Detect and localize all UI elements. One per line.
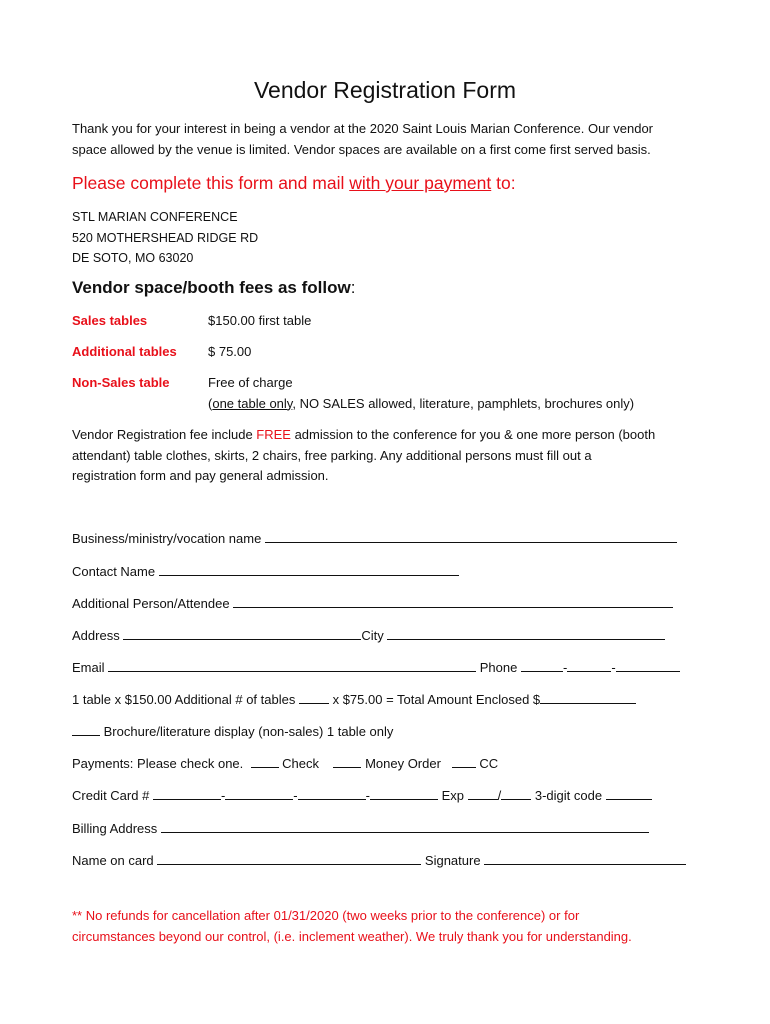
- phone-prefix-field[interactable]: [567, 657, 611, 672]
- payments-row: [72, 753, 498, 773]
- registration-note-line-3: registration form and pay general admission.: [72, 468, 329, 483]
- email-field[interactable]: [108, 657, 476, 672]
- money-order-label: Money Order: [365, 756, 441, 771]
- contact-label: Contact Name: [72, 564, 156, 579]
- table-line-a: 1 table x $150.00 Additional # of tables: [72, 692, 296, 707]
- mail-instructions-heading: [72, 173, 516, 194]
- reg-note-free: FREE: [256, 427, 291, 442]
- code-field[interactable]: [606, 785, 652, 800]
- cc-option-line[interactable]: [452, 753, 476, 768]
- mail-heading-underlined: with your payment: [349, 173, 492, 193]
- additional-tables-field[interactable]: [299, 689, 329, 704]
- registration-note: [72, 425, 655, 487]
- note-open-paren: (: [208, 395, 213, 411]
- fee-value-nonsales: [208, 373, 634, 414]
- registration-note-line-2: attendant) table clothes, skirts, 2 chairs, free parking. Any additional persons must fill out a: [72, 447, 592, 463]
- name-on-card-label: Name on card: [72, 853, 154, 868]
- note-rest: , NO SALES allowed, literature, pamphlets, brochures only): [292, 395, 635, 411]
- additional-person-label: Additional Person/Attendee: [72, 596, 230, 611]
- phone-line-field[interactable]: [616, 657, 680, 672]
- card-group-2-field[interactable]: [225, 785, 293, 800]
- additional-person-row: [72, 593, 673, 613]
- address-line-1: STL MARIAN CONFERENCE: [72, 210, 238, 224]
- fee-label-sales: Sales tables: [72, 313, 148, 328]
- card-name-row: [72, 850, 686, 870]
- form-title: Vendor Registration Form: [253, 77, 517, 103]
- exp-label: Exp: [441, 788, 464, 803]
- phone-label: Phone: [479, 660, 518, 675]
- money-order-option-line[interactable]: [333, 753, 361, 768]
- intro-line-1: Thank you for your interest in being a vendor at the 2020 Saint Louis Marian Conference. Our vendor: [72, 121, 654, 136]
- email-phone-row: Email Phone - -: [72, 657, 680, 677]
- reg-note-pre: Vendor Registration fee include: [72, 427, 257, 442]
- cc-label: CC: [479, 756, 499, 771]
- contact-row: [72, 561, 459, 581]
- code-label: 3-digit code: [534, 788, 603, 803]
- address-line-2: 520 MOTHERSHEAD RIDGE RD: [72, 230, 259, 245]
- total-amount-field[interactable]: [540, 689, 636, 704]
- reg-note-post: admission to the conference for you & one more person (booth: [290, 427, 656, 442]
- fees-heading-text: Vendor space/booth fees as follow: [72, 278, 351, 297]
- contact-name-field[interactable]: [159, 561, 459, 576]
- table-count-row: [72, 689, 636, 709]
- brochure-checkbox-line[interactable]: [72, 721, 100, 736]
- email-label: Email: [72, 660, 105, 675]
- signature-field[interactable]: [484, 850, 686, 865]
- registration-note-line-1: [72, 425, 655, 446]
- fee-nonsales-note: [208, 394, 634, 415]
- refund-notice: [72, 905, 632, 947]
- business-field[interactable]: [265, 528, 677, 543]
- city-label: City: [361, 628, 384, 643]
- exp-month-field[interactable]: [468, 785, 498, 800]
- address-row: [72, 625, 665, 645]
- phone-area-field[interactable]: [521, 657, 563, 672]
- fee-label-additional: Additional tables: [72, 344, 177, 359]
- mail-heading-post: to:: [491, 173, 516, 193]
- billing-row: [72, 818, 649, 838]
- card-group-3-field[interactable]: [298, 785, 366, 800]
- fees-heading: [72, 278, 355, 298]
- credit-card-label: Credit Card #: [72, 788, 150, 803]
- refund-notice-line-2: circumstances beyond our control, (i.e. inclement weather). We truly thank you for understanding.: [72, 929, 632, 944]
- mail-heading-pre: Please complete this form and mail: [72, 173, 350, 193]
- additional-person-field[interactable]: [233, 593, 673, 608]
- city-field[interactable]: [387, 625, 665, 640]
- fee-value-sales: $150.00 first table: [208, 313, 312, 328]
- check-option-line[interactable]: [251, 753, 279, 768]
- refund-notice-line-1: ** No refunds for cancellation after 01/31/2020 (two weeks prior to the conference) or for: [72, 908, 580, 923]
- name-on-card-field[interactable]: [157, 850, 421, 865]
- exp-year-field[interactable]: [501, 785, 531, 800]
- fee-nonsales-value: Free of charge: [208, 375, 293, 390]
- signature-label: Signature: [424, 853, 481, 868]
- intro-paragraph: [72, 119, 653, 160]
- mailing-address: [72, 207, 258, 269]
- note-underlined: one table only: [212, 395, 293, 411]
- fee-label-nonsales: Non-Sales table: [72, 375, 170, 390]
- address-label: Address: [72, 628, 120, 643]
- check-label: Check: [282, 756, 319, 771]
- intro-line-2: space allowed by the venue is limited. Vendor spaces are available on a first come first served basis.: [72, 141, 651, 157]
- billing-label: Billing Address: [72, 821, 158, 836]
- brochure-row: [72, 721, 393, 741]
- business-row: [72, 528, 677, 548]
- address-line-3: DE SOTO, MO 63020: [72, 251, 194, 265]
- fee-value-additional: $ 75.00: [208, 344, 252, 359]
- brochure-label: Brochure/literature display (non-sales) 1 table only: [103, 724, 394, 739]
- billing-address-field[interactable]: [161, 818, 649, 833]
- address-field[interactable]: [123, 625, 361, 640]
- credit-card-row: Credit Card # - - - Exp / 3-digit code: [72, 785, 652, 805]
- card-group-1-field[interactable]: [153, 785, 221, 800]
- payments-label: Payments: Please check one.: [72, 756, 244, 771]
- table-line-b: x $75.00 = Total Amount Enclosed $: [332, 692, 541, 707]
- fees-heading-colon: :: [350, 278, 356, 297]
- card-group-4-field[interactable]: [370, 785, 438, 800]
- business-label: Business/ministry/vocation name: [72, 531, 262, 546]
